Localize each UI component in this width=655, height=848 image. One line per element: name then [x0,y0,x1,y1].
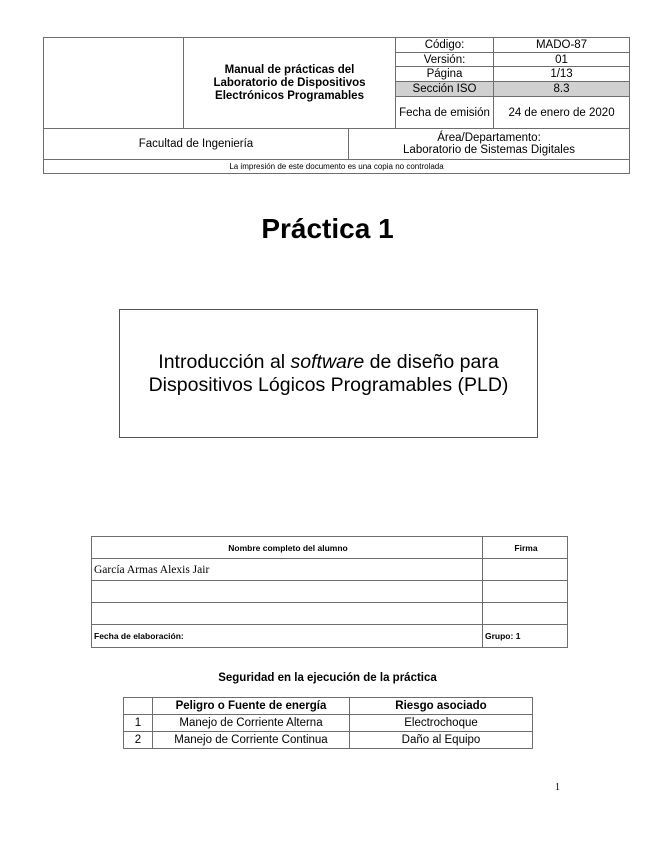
hazard-header: Peligro o Fuente de energía [153,698,350,715]
risk-header: Riesgo asociado [350,698,533,715]
issue-date-label: Fecha de emisión [396,97,494,129]
student-table [91,536,568,648]
signature-cell [483,559,568,581]
student-name [92,603,483,625]
index-header [124,698,153,715]
issue-date-value: 24 de enero de 2020 [494,97,630,129]
student-row [92,559,568,581]
code-label: Código: [396,38,494,53]
row-index: 2 [124,732,153,749]
signature-cell [483,603,568,625]
safety-heading: Seguridad en la ejecución de la práctica [218,672,437,684]
logo-cell [44,38,184,129]
student-name [92,581,483,603]
iso-section-label: Sección ISO [396,82,494,97]
page-value: 1/13 [494,67,630,82]
version-label: Versión: [396,53,494,67]
version-value: 01 [494,53,630,67]
elaboration-date-label: Fecha de elaboración: [92,625,483,648]
row-index: 1 [124,715,153,732]
practice-topic-box [119,309,538,438]
iso-section-value: 8.3 [494,82,630,97]
signature-header: Firma [483,537,568,559]
manual-title: Manual de prácticas del Laboratorio de Dispositivos Electrónicos Programables [184,38,396,129]
risk: Electrochoque [350,715,533,732]
code-value: MADO-87 [494,38,630,53]
hazard: Manejo de Corriente Alterna [153,715,350,732]
page-label: Página [396,67,494,82]
group-label: Grupo: 1 [483,625,568,648]
department: Área/Departamento: Laboratorio de Sistemas Digitales [349,129,630,160]
hazard: Manejo de Corriente Continua [153,732,350,749]
student-row [92,581,568,603]
risk: Daño al Equipo [350,732,533,749]
safety-table [123,697,533,749]
page-number: 1 [555,782,560,793]
copy-notice: La impresión de este documento es una copia no controlada [44,160,630,174]
document-header-table [43,37,630,174]
faculty: Facultad de Ingeniería [44,129,349,160]
signature-cell [483,581,568,603]
table-row [124,732,533,749]
student-name: García Armas Alexis Jair [92,559,483,581]
practice-title: Práctica 1 [261,213,394,244]
student-name-header: Nombre completo del alumno [92,537,483,559]
table-row [124,715,533,732]
practice-topic: Introducción al software de diseño para Dispositivos Lógicos Programables (PLD) [148,350,509,396]
student-row [92,603,568,625]
